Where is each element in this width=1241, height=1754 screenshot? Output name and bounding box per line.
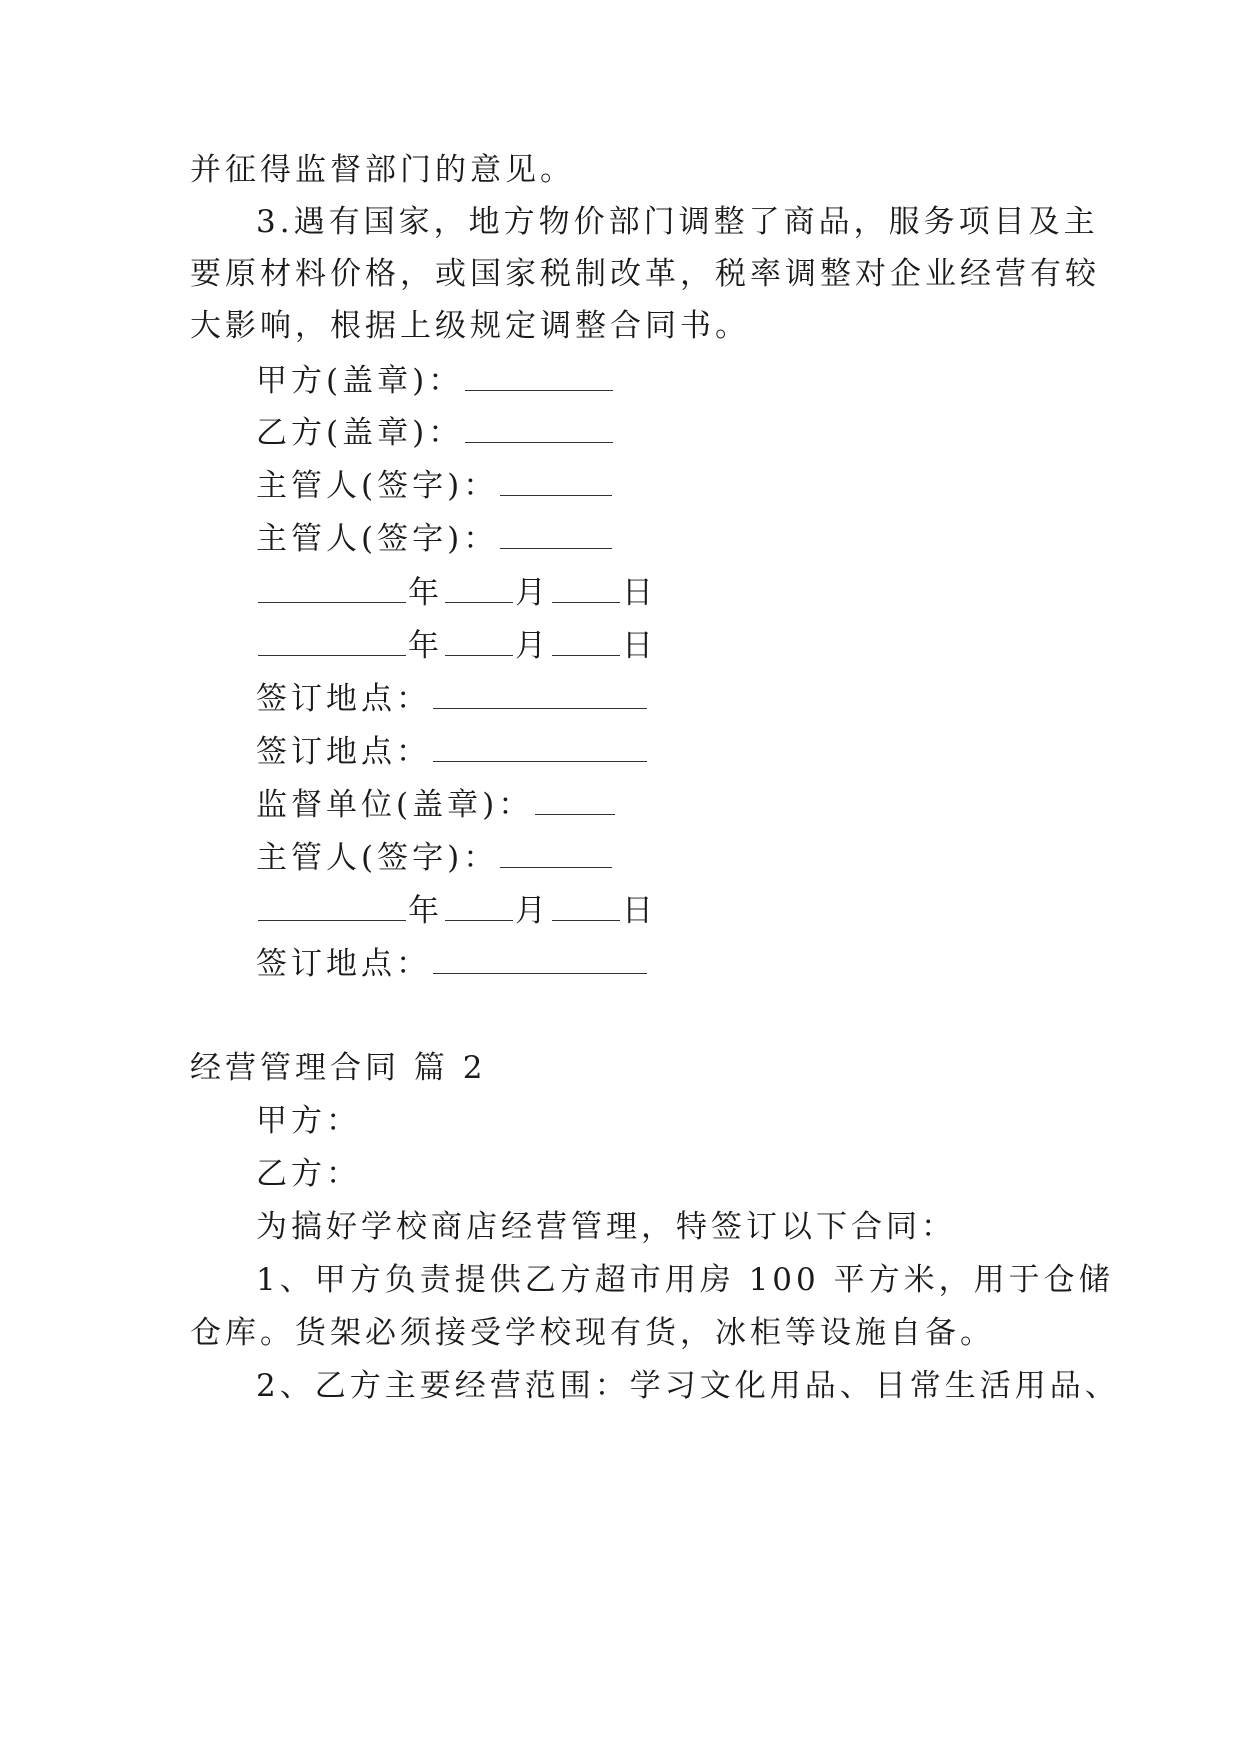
supervisor-sign-blank[interactable]	[500, 518, 612, 549]
paragraph-line: 并征得监督部门的意见。	[190, 152, 575, 188]
supervisory-unit-label: 监督单位(盖章)：	[256, 787, 534, 823]
supervisor-sign-row	[256, 465, 614, 506]
sign-place-blank[interactable]	[433, 731, 647, 762]
intro-line: 为搞好学校商店经营管理，特签订以下合同：	[256, 1209, 956, 1245]
sign-place-label: 签订地点：	[256, 681, 431, 717]
party-b-seal-label: 乙方(盖章)：	[256, 415, 464, 451]
sign-place-blank[interactable]	[433, 943, 647, 974]
sign-place-blank[interactable]	[433, 678, 647, 709]
supervisor-sign-row	[256, 518, 614, 559]
sign-place-row	[256, 943, 649, 984]
clause-line: 2、乙方主要经营范围：学习文化用品、日常生活用品、	[256, 1368, 1120, 1404]
day-label: 日	[622, 628, 657, 664]
paragraph-line: 要原材料价格，或国家税制改革，税率调整对企业经营有较	[190, 256, 1100, 292]
supervisor-sign-blank[interactable]	[500, 837, 612, 868]
party-a-seal-label: 甲方(盖章)：	[256, 363, 464, 399]
supervisor-sign-label: 主管人(签字)：	[256, 468, 499, 504]
supervisor-sign-label: 主管人(签字)：	[256, 840, 499, 876]
year-label: 年	[408, 628, 443, 664]
supervisory-unit-blank[interactable]	[535, 784, 615, 815]
year-blank[interactable]	[258, 572, 406, 603]
party-b-seal-row	[256, 412, 615, 453]
month-blank[interactable]	[445, 890, 513, 921]
party-b-line: 乙方：	[256, 1156, 361, 1192]
month-blank[interactable]	[445, 572, 513, 603]
day-label: 日	[622, 893, 657, 929]
supervisor-sign-blank[interactable]	[500, 465, 612, 496]
sign-place-row	[256, 731, 649, 772]
supervisor-sign-label: 主管人(签字)：	[256, 521, 499, 557]
month-label: 月	[515, 575, 550, 611]
date-row	[256, 625, 657, 666]
day-blank[interactable]	[552, 572, 620, 603]
paragraph-line: 3.遇有国家，地方物价部门调整了商品，服务项目及主	[256, 204, 1099, 240]
party-a-seal-row	[256, 360, 615, 401]
sign-place-row	[256, 678, 649, 719]
supervisor-sign-row	[256, 837, 614, 878]
month-label: 月	[515, 893, 550, 929]
party-b-seal-blank[interactable]	[465, 412, 613, 443]
paragraph-line: 大影响，根据上级规定调整合同书。	[190, 308, 750, 344]
month-blank[interactable]	[445, 625, 513, 656]
sign-place-label: 签订地点：	[256, 734, 431, 770]
day-blank[interactable]	[552, 890, 620, 921]
date-row	[256, 890, 657, 931]
year-label: 年	[408, 575, 443, 611]
party-a-seal-blank[interactable]	[465, 360, 613, 391]
clause-line: 仓库。货架必须接受学校现有货，冰柜等设施自备。	[190, 1315, 995, 1351]
party-a-line: 甲方：	[256, 1103, 361, 1139]
day-label: 日	[622, 575, 657, 611]
year-label: 年	[408, 893, 443, 929]
year-blank[interactable]	[258, 625, 406, 656]
supervisory-unit-row	[256, 784, 617, 825]
day-blank[interactable]	[552, 625, 620, 656]
year-blank[interactable]	[258, 890, 406, 921]
month-label: 月	[515, 628, 550, 664]
section-title: 经营管理合同 篇 2	[190, 1050, 487, 1086]
date-row	[256, 572, 657, 613]
clause-line: 1、甲方负责提供乙方超市用房 100 平方米，用于仓储	[256, 1262, 1114, 1298]
sign-place-label: 签订地点：	[256, 946, 431, 982]
